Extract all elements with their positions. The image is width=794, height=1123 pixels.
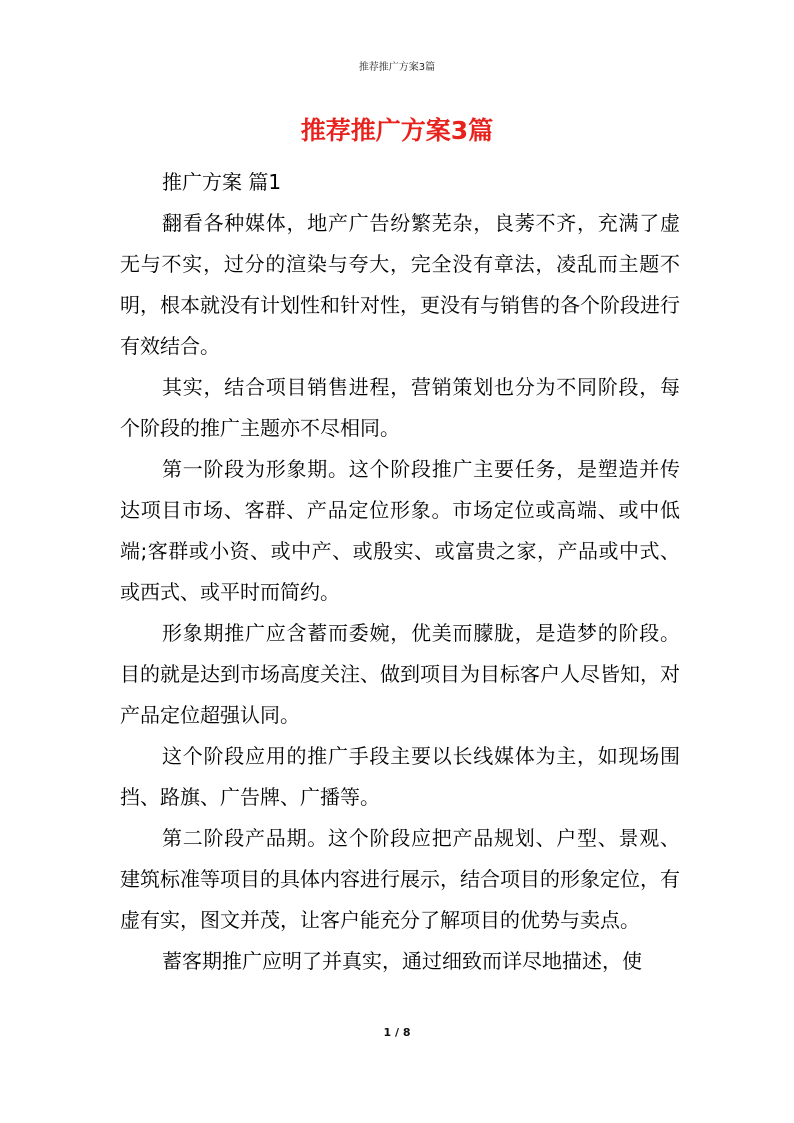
paragraph: 翻看各种媒体，地产广告纷繁芜杂，良莠不齐，充满了虚无与不实，过分的渲染与夸大，完全没有章法，凌乱而主题不明，根本就没有计划性和针对性，更没有与销售的各个阶段进行有效结合。: [120, 211, 680, 358]
paragraph: 其实，结合项目销售进程，营销策划也分为不同阶段，每个阶段的推广主题亦不尽相同。: [120, 375, 680, 440]
document-body: [120, 162, 680, 982]
running-header: 推荐推广方案3篇: [358, 62, 436, 73]
section-heading: 推广方案 篇1: [162, 170, 282, 194]
paragraph: 蓄客期推广应明了并真实，通过细致而详尽地描述，使: [162, 949, 642, 973]
paragraph: 第二阶段产品期。这个阶段应把产品规划、户型、景观、建筑标准等项目的具体内容进行展示，结合项目的形象定位，有虚有实，图文并茂，让客户能充分了解项目的优势与卖点。: [120, 826, 680, 932]
paragraph: 形象期推广应含蓄而委婉，优美而朦胧，是造梦的阶段。目的就是达到市场高度关注、做到项目为目标客户人尽皆知，对产品定位超强认同。: [120, 621, 680, 727]
page-number: 1 / 8: [383, 1026, 411, 1039]
paragraph: 这个阶段应用的推广手段主要以长线媒体为主，如现场围挡、路旗、广告牌、广播等。: [120, 744, 680, 809]
paragraph: 第一阶段为形象期。这个阶段推广主要任务，是塑造并传达项目市场、客群、产品定位形象。市场定位或高端、或中低端;客群或小资、或中产、或殷实、或富贵之家，产品或中式、或西式、或平时而简约。: [120, 457, 680, 604]
document-title: 推荐推广方案3篇: [300, 116, 494, 145]
